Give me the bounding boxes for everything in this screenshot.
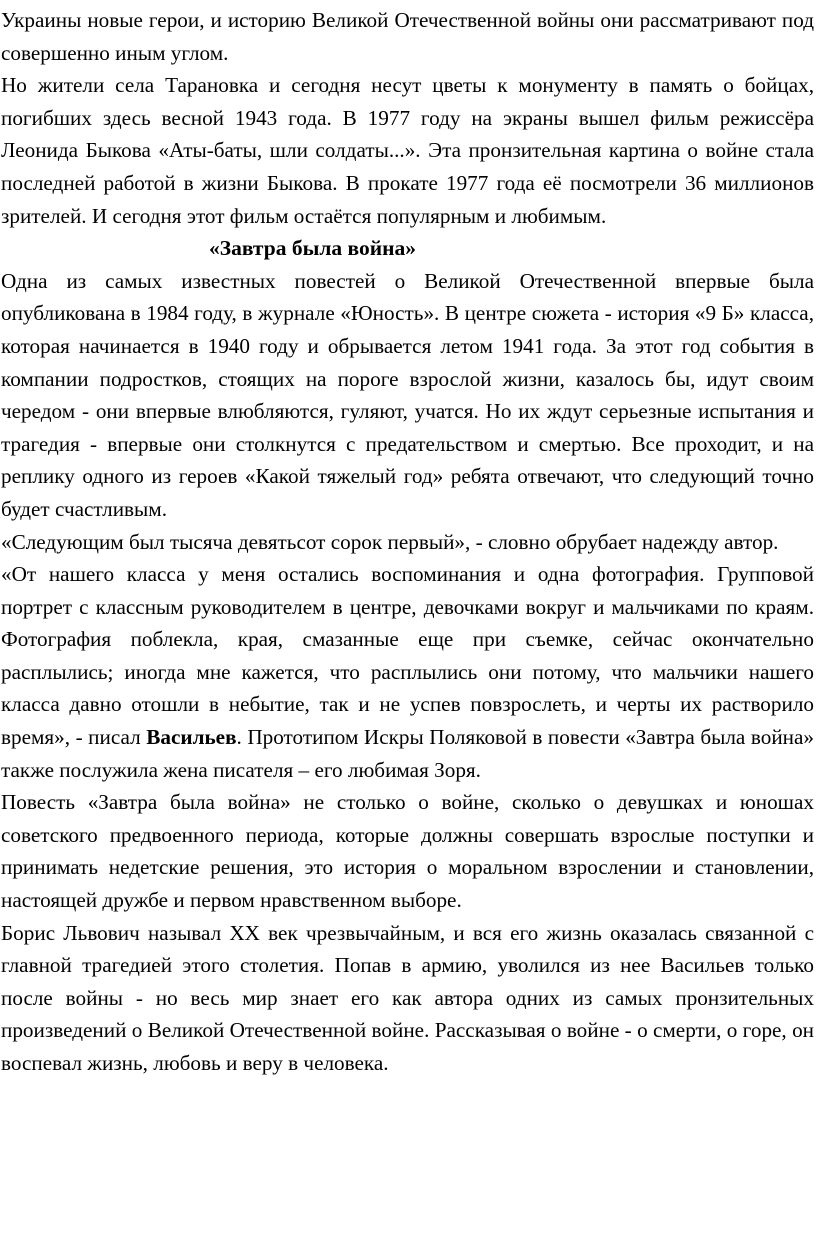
paragraph-5 — [1, 558, 814, 786]
paragraph-6: Повесть «Завтра была война» не столько о войне, сколько о девушках и юношах советского предвоенного периода, которые должны совершать взрослые поступки и принимать недетские решения, это история о моральном взрослении и становлении, настоящей дружбе и первом нравственном выборе. — [1, 790, 814, 913]
paragraph-5-text-end: . Прототипом Искры Поляковой в повести «Завтра была война» также послужила жена писателя – его любимая Зоря. — [1, 725, 814, 782]
paragraph-1: Украины новые герои, и историю Великой Отечественной войны они рассматривают под совершенно иным углом. — [1, 8, 814, 65]
section-heading: «Завтра была война» — [209, 236, 417, 261]
paragraph-3: Одна из самых известных повестей о Великой Отечественной впервые была опубликована в 1984 году, в журнале «Юность». В центре сюжета - история «9 Б» класса, которая начинается в 1940 году и обрывается летом 1941 года. За этот год события в компании подростков, стоящих на пороге взрослой жизни, казалось бы, идут своим чередом - они впервые влюбляются, гуляют, учатся. Но их ждут серьезные испытания и трагедия - впервые они столкнутся с предательством и смертью. Все проходит, и на реплику одного из героев «Какой тяжелый год» ребята отвечают, что следующий точно будет счастливым. — [1, 268, 814, 521]
document-page — [1, 4, 814, 1080]
paragraph-5-text-start: «От нашего класса у меня остались воспоминания и одна фотография. Групповой портрет с классным руководителем в центре, девочками вокруг и мальчиками по краям. Фотография поблекла, края, смазанные еще при съемке, сейчас окончательно расплылись; иногда мне кажется, что расплылись они потому, что мальчики нашего класса давно отошли в небытие, так и не успев повзрослеть, и черты их растворило время», - писал — [1, 562, 814, 750]
paragraph-4: «Следующим был тысяча девятьсот сорок первый», - словно обрубает надежду автор. — [1, 529, 779, 554]
author-name-bold: Васильев — [146, 725, 237, 750]
paragraph-2: Но жители села Тарановка и сегодня несут цветы к монументу в память о бойцах, погибших здесь весной 1943 года. В 1977 году на экраны вышел фильм режиссёра Леонида Быкова «Аты-баты, шли солдаты...». Эта пронзительная картина о войне стала последней работой в жизни Быкова. В прокате 1977 года её посмотрели 36 миллионов зрителей. И сегодня этот фильм остаётся популярным и любимым. — [1, 73, 814, 228]
paragraph-7: Борис Львович называл XX век чрезвычайным, и вся его жизнь оказалась связанной с главной трагедией этого столетия. Попав в армию, уволился из нее Васильев только после войны - но весь мир знает его как автора одних из самых пронзительных произведений о Великой Отечественной войне. Рассказывая о войне - о смерти, о горе, он воспевал жизнь, любовь и веру в человека. — [1, 920, 814, 1075]
